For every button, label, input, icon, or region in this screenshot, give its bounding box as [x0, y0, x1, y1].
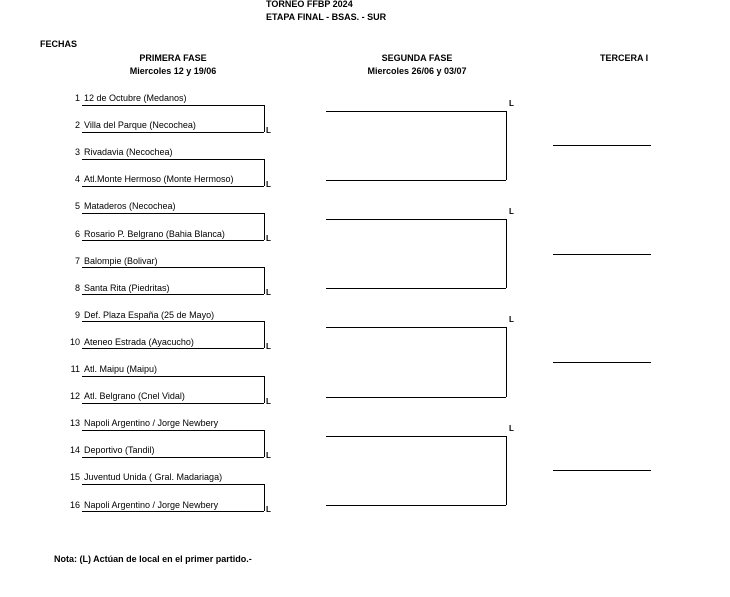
- segunda-connector: [506, 111, 507, 180]
- local-mark: L: [266, 450, 271, 460]
- team-name: Atl.Monte Hermoso (Monte Hermoso): [84, 174, 234, 185]
- team-line: [82, 430, 264, 431]
- team-name: Napoli Argentino / Jorge Newbery: [84, 499, 219, 510]
- team-name: Villa del Parque (Necochea): [84, 120, 196, 131]
- team-name: Atl. Belgrano (Cnel Vidal): [84, 391, 185, 402]
- team-number: 10: [69, 336, 80, 347]
- segunda-fase-title: SEGUNDA FASE: [381, 53, 453, 63]
- primera-fase-dates: Miercoles 12 y 19/06: [129, 66, 217, 76]
- segunda-fase-line: [326, 436, 506, 437]
- team-line: [82, 348, 264, 349]
- local-mark: L: [509, 98, 514, 108]
- team-line: [82, 105, 264, 106]
- team-name: 12 de Octubre (Medanos): [84, 93, 187, 103]
- team-line: [82, 186, 264, 187]
- team-number: 15: [69, 472, 80, 483]
- local-mark: L: [266, 505, 271, 514]
- segunda-connector: [506, 436, 507, 505]
- tercera-fase-line: [553, 145, 651, 146]
- fechas-label: FECHAS: [40, 39, 78, 49]
- team-line: [82, 376, 264, 377]
- local-mark: L: [266, 288, 271, 298]
- match-connector: [264, 105, 265, 132]
- team-number: 12: [69, 391, 80, 402]
- team-name: Atl. Maipu (Maipu): [84, 364, 158, 374]
- team-line: [82, 457, 264, 458]
- team-number: 4: [74, 174, 80, 185]
- team-name: Santa Rita (Piedritas): [84, 282, 170, 293]
- team-number: 8: [74, 282, 80, 293]
- tournament-subtitle: ETAPA FINAL - BSAS. - SUR: [266, 12, 387, 22]
- team-line: [82, 294, 264, 295]
- team-name: Napoli Argentino / Jorge Newbery: [84, 418, 219, 429]
- team-name: Ateneo Estrada (Ayacucho): [84, 336, 194, 347]
- team-number: 2: [74, 120, 80, 131]
- team-number: 3: [74, 147, 80, 158]
- match-connector: [264, 430, 265, 457]
- tercera-fase-line: [553, 362, 651, 363]
- team-line: [82, 484, 264, 485]
- team-line: [82, 403, 264, 404]
- team-number: 6: [74, 228, 80, 239]
- segunda-connector: [506, 219, 507, 288]
- team-number: 7: [74, 255, 80, 266]
- match-connector: [264, 159, 265, 186]
- segunda-fase-line: [326, 505, 506, 506]
- tercera-fase-line: [553, 470, 651, 471]
- local-mark: L: [509, 315, 514, 325]
- team-line: [82, 213, 264, 214]
- match-connector: [264, 321, 265, 348]
- segunda-fase-line: [326, 180, 506, 181]
- team-number: 13: [69, 418, 80, 429]
- segunda-fase-line: [326, 327, 506, 328]
- local-mark: L: [266, 342, 271, 352]
- team-line: [82, 511, 264, 512]
- team-line: [82, 267, 264, 268]
- team-line: [82, 321, 264, 322]
- match-connector: [264, 376, 265, 403]
- team-name: Def. Plaza España (25 de Mayo): [84, 309, 215, 320]
- team-number: 9: [74, 309, 80, 320]
- tournament-title: TORNEO FFBP 2024: [266, 0, 353, 9]
- match-connector: [264, 267, 265, 294]
- team-name: Rosario P. Belgrano (Bahia Blanca): [84, 228, 225, 239]
- team-line: [82, 132, 264, 133]
- segunda-fase-line: [326, 219, 506, 220]
- team-name: Deportivo (Tandil): [84, 445, 155, 456]
- team-number: 16: [69, 499, 80, 510]
- local-mark: L: [509, 423, 514, 433]
- team-number: 1: [74, 93, 80, 103]
- team-line: [82, 159, 264, 160]
- match-connector: [264, 484, 265, 511]
- segunda-fase-dates: Miercoles 26/06 y 03/07: [367, 66, 467, 76]
- local-mark: L: [266, 234, 271, 243]
- local-mark: L: [266, 179, 271, 189]
- local-mark: L: [266, 396, 271, 406]
- tercera-fase-line: [553, 254, 651, 255]
- match-connector: [264, 213, 265, 240]
- segunda-connector: [506, 327, 507, 396]
- local-mark: L: [266, 125, 271, 135]
- team-number: 14: [69, 445, 80, 456]
- segunda-fase-line: [326, 288, 506, 289]
- team-name: Mataderos (Necochea): [84, 201, 176, 212]
- team-name: Juventud Unida ( Gral. Madariaga): [84, 472, 223, 483]
- team-number: 5: [74, 201, 80, 212]
- segunda-fase-line: [326, 111, 506, 112]
- primera-fase-title: PRIMERA FASE: [139, 53, 207, 63]
- team-number: 11: [70, 364, 80, 374]
- segunda-fase-line: [326, 397, 506, 398]
- local-mark: L: [509, 206, 514, 216]
- team-line: [82, 240, 264, 241]
- team-name: Balompie (Bolivar): [84, 255, 158, 266]
- team-name: Rivadavia (Necochea): [84, 147, 173, 158]
- tercera-fase-title: TERCERA I: [600, 53, 649, 63]
- footnote: Nota: (L) Actúan de local en el primer partido.-: [54, 554, 252, 564]
